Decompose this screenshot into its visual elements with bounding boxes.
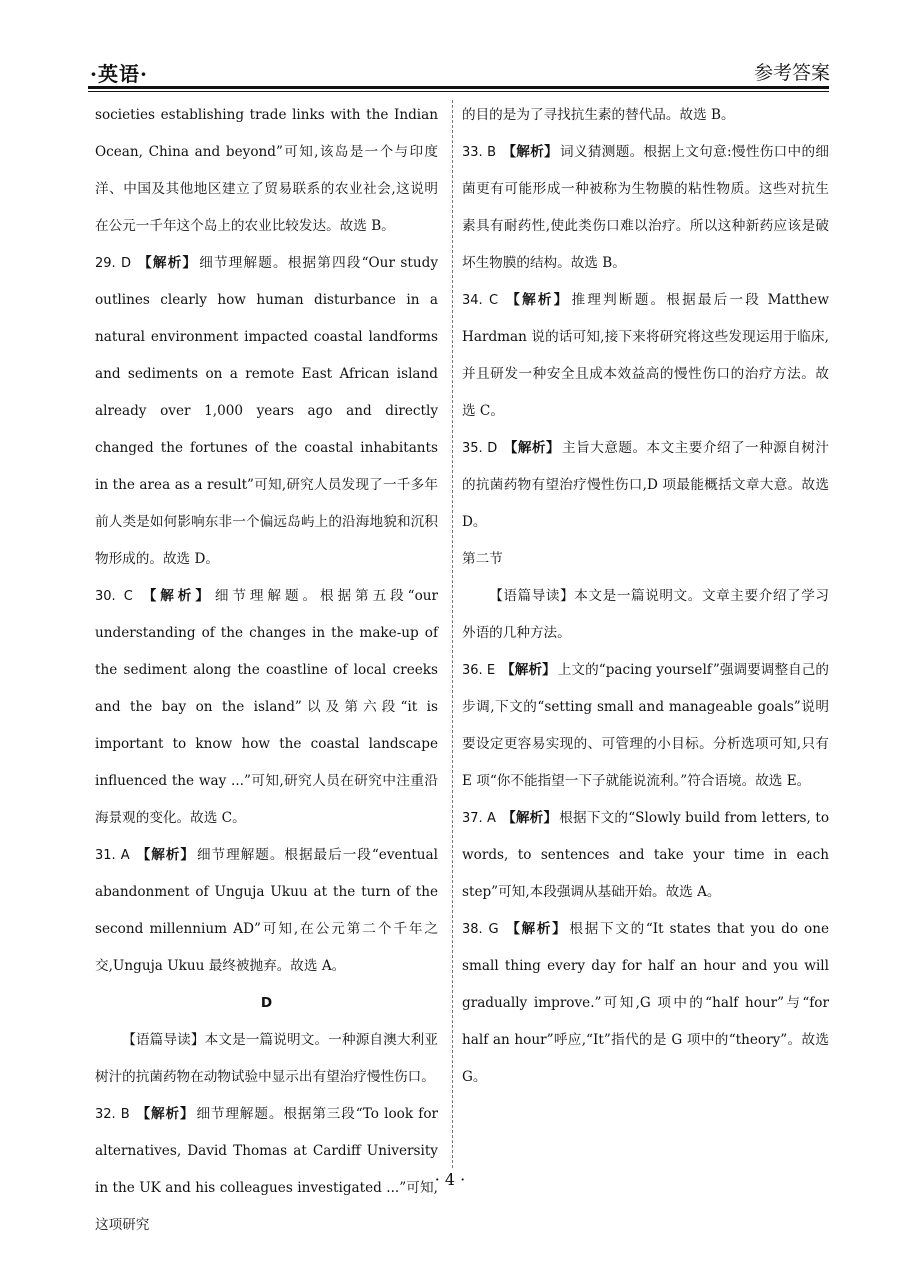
answer-30 <box>95 578 438 837</box>
answer-32-text: 细节理解题。根据第三段“To look for alternatives, David Thomas at Cardiff University in the UK and his colleagues investigated ...”可知,这项研究 <box>95 1106 439 1233</box>
answer-38 <box>462 911 829 1096</box>
answer-37-text: 根据下文的“Slowly build from letters, to words, to sentences and take your time in each step”可知,本段强调从基础开始。故选 A。 <box>462 810 829 900</box>
answer-38-text: 根据下文的“It states that you do one small thing every day for half an hour and you will gradually improve.”可知,G 项中的“half hour”与“for half an hour”呼应,“It”指代的是 G 项中的“theory”。故选 G。 <box>462 921 830 1085</box>
answer-32-number: 32. B <box>95 1107 130 1122</box>
answer-37-tag: 【解析】 <box>501 810 558 826</box>
answer-38-number: 38. G <box>462 922 499 937</box>
q32-continuation: 的目的是为了寻找抗生素的替代品。故选 B。 <box>462 107 735 123</box>
answer-34-tag: 【解析】 <box>504 292 570 308</box>
answer-33-text: 词义猜测题。根据上文句意:慢性伤口中的细菌更有可能形成一种被称为生物膜的粘性物质。这些对抗生素具有耐药性,使此类伤口难以治疗。所以这种新药应该是破坏生物膜的结构。故选 B。 <box>462 144 829 271</box>
answer-31 <box>95 837 438 985</box>
answer-31-number: 31. A <box>95 848 130 863</box>
answer-35-number: 35. D <box>462 441 498 456</box>
section-two-label: 第二节 <box>462 551 503 567</box>
answer-34-number: 34. C <box>462 293 499 308</box>
answer-29-text: 细节理解题。根据第四段“Our study outlines clearly how human disturbance in a natural environment impacted coastal landforms and sediments on a remote East African island already over 1,000 years ago and directly changed the fortunes of the coastal inhabitants in the area as a result”可知,研究人员发现了一千多年前人类是如何影响东非一个偏远岛屿上的沿海地貌和沉积物形成的。故选 D。 <box>95 255 439 567</box>
answer-32-tag: 【解析】 <box>135 1106 195 1122</box>
right-column <box>462 97 829 1096</box>
left-column <box>95 97 438 1244</box>
answer-38-tag: 【解析】 <box>504 921 568 937</box>
answer-29-tag: 【解析】 <box>137 255 198 271</box>
passage-guide-section-two: 【语篇导读】本文是一篇说明文。文章主要介绍了学习外语的几种方法。 <box>462 588 829 641</box>
answer-30-tag: 【解析】 <box>138 588 213 604</box>
answer-29-number: 29. D <box>95 256 131 271</box>
answer-35 <box>462 430 829 541</box>
passage-guide-d: 【语篇导读】本文是一篇说明文。一种源自澳大利亚树汁的抗菌药物在动物试验中显示出有望治疗慢性伤口。 <box>95 1032 438 1085</box>
answer-37-number: 37. A <box>462 811 496 826</box>
answer-29 <box>95 245 438 578</box>
answer-30-text: 细节理解题。根据第五段“our understanding of the changes in the make-up of the sediment along the coastline of local creeks and the bay on the island”以及第六段“it is important to know how the coastal landscape influenced the way ...”可知,研究人员在研究中注重沿海景观的变化。故选 C。 <box>95 588 439 826</box>
answer-33 <box>462 134 829 282</box>
answer-31-text: 细节理解题。根据最后一段“eventual abandonment of Unguja Ukuu at the turn of the second millennium AD”可知,在公元第二个千年之交,Unguja Ukuu 最终被抛弃。故选 A。 <box>95 847 438 974</box>
q28-continuation: societies establishing trade links with the Indian Ocean, China and beyond”可知,该岛是一个与印度洋、中国及其他地区建立了贸易联系的农业社会,这说明在公元一千年这个岛上的农业比较发达。故选 B。 <box>95 107 438 234</box>
header-rule-thin <box>88 91 829 92</box>
page-header <box>0 50 900 90</box>
answer-35-text: 主旨大意题。本文主要介绍了一种源自树汁的抗菌药物有望治疗慢性伤口,D 项最能概括文章大意。故选 D。 <box>462 440 829 530</box>
column-divider <box>452 100 453 1168</box>
answer-36-number: 36. E <box>462 663 496 678</box>
answer-36-text: 上文的“pacing yourself”强调要调整自己的步调,下文的“setting small and manageable goals”说明要设定更容易实现的、可管理的小目标。分析选项可知,只有 E 项“你不能指望一下子就能说流利。”符合语境。故选 E。 <box>462 662 830 789</box>
answer-36 <box>462 652 829 800</box>
answer-key-title: 参考答案 <box>753 62 830 84</box>
section-d-heading: D <box>260 995 273 1011</box>
answer-30-number: 30. C <box>95 589 133 604</box>
answer-37 <box>462 800 829 911</box>
header-rule-thick <box>88 86 829 89</box>
subject-title: ·英语· <box>90 62 148 86</box>
answer-34-text: 推理判断题。根据最后一段 Matthew Hardman 说的话可知,接下来将研究将这些发现运用于临床,并且研发一种安全且成本效益高的慢性伤口的治疗方法。故选 C。 <box>462 292 829 419</box>
answer-33-tag: 【解析】 <box>502 144 559 160</box>
answer-34 <box>462 282 829 430</box>
answer-35-tag: 【解析】 <box>503 440 561 456</box>
answer-36-tag: 【解析】 <box>501 662 556 678</box>
page-number: · 4 · <box>434 1170 466 1189</box>
answer-33-number: 33. B <box>462 145 497 160</box>
answer-31-tag: 【解析】 <box>135 847 195 863</box>
